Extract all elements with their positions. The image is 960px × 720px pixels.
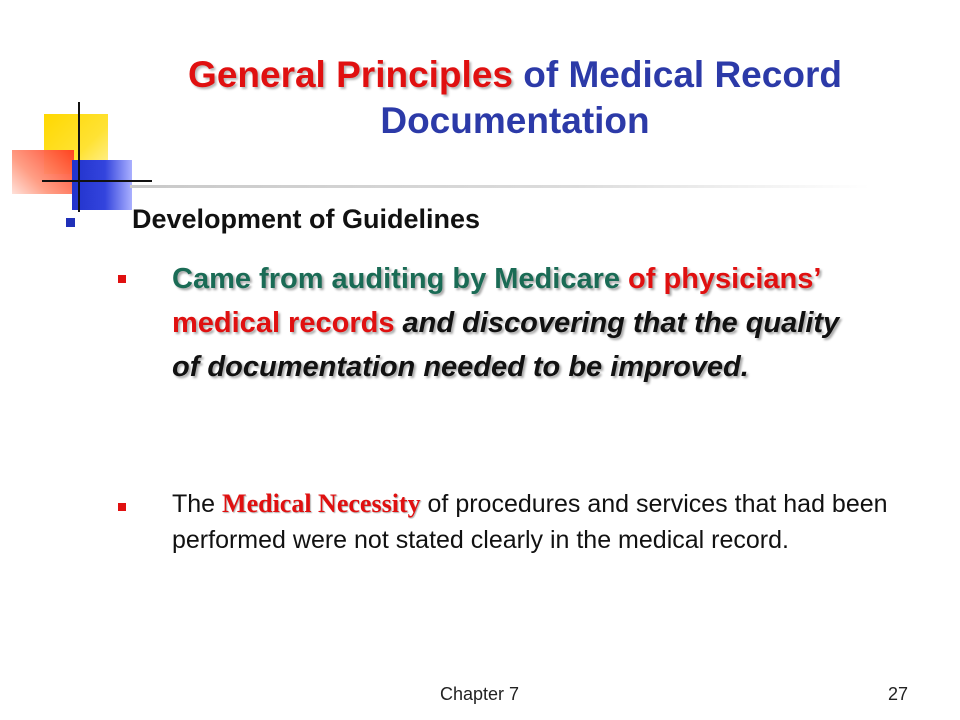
- sub-bullet-auditing-text: [172, 257, 858, 389]
- red-square: [12, 150, 74, 194]
- title-rest: of Medical Record Documentation: [380, 54, 842, 141]
- bullet-development-text: Development of Guidelines: [132, 204, 481, 234]
- bullet-development: [66, 204, 480, 235]
- horizontal-line: [42, 180, 152, 182]
- title-divider: [130, 185, 870, 188]
- auditing-green-text: Came from auditing by Medicare: [172, 263, 629, 295]
- sub-bullet-auditing: [118, 257, 858, 389]
- sub-bullet-necessity: [118, 486, 918, 558]
- necessity-highlight: Medical Necessity: [222, 489, 421, 518]
- necessity-pre: The: [172, 490, 223, 518]
- footer-chapter: Chapter 7: [440, 684, 520, 704]
- necessity-post: of procedures and services that had been performed were not stated clearly in the medical record.: [172, 490, 888, 554]
- vertical-line: [78, 102, 80, 212]
- auditing-red-text: of physicians’ medical records: [172, 263, 820, 339]
- sub-bullet-necessity-text: [172, 486, 918, 558]
- bullet-square-icon: [66, 218, 75, 227]
- bullet-square-icon: [118, 503, 126, 511]
- title-highlight: General Principles: [188, 54, 513, 95]
- bullet-square-icon: [118, 275, 126, 283]
- slide-title: [170, 52, 860, 144]
- auditing-italic-text: and discovering that the quality of documentation needed to be improved.: [172, 307, 840, 383]
- page-number: 27: [888, 684, 909, 704]
- blue-square: [72, 160, 132, 210]
